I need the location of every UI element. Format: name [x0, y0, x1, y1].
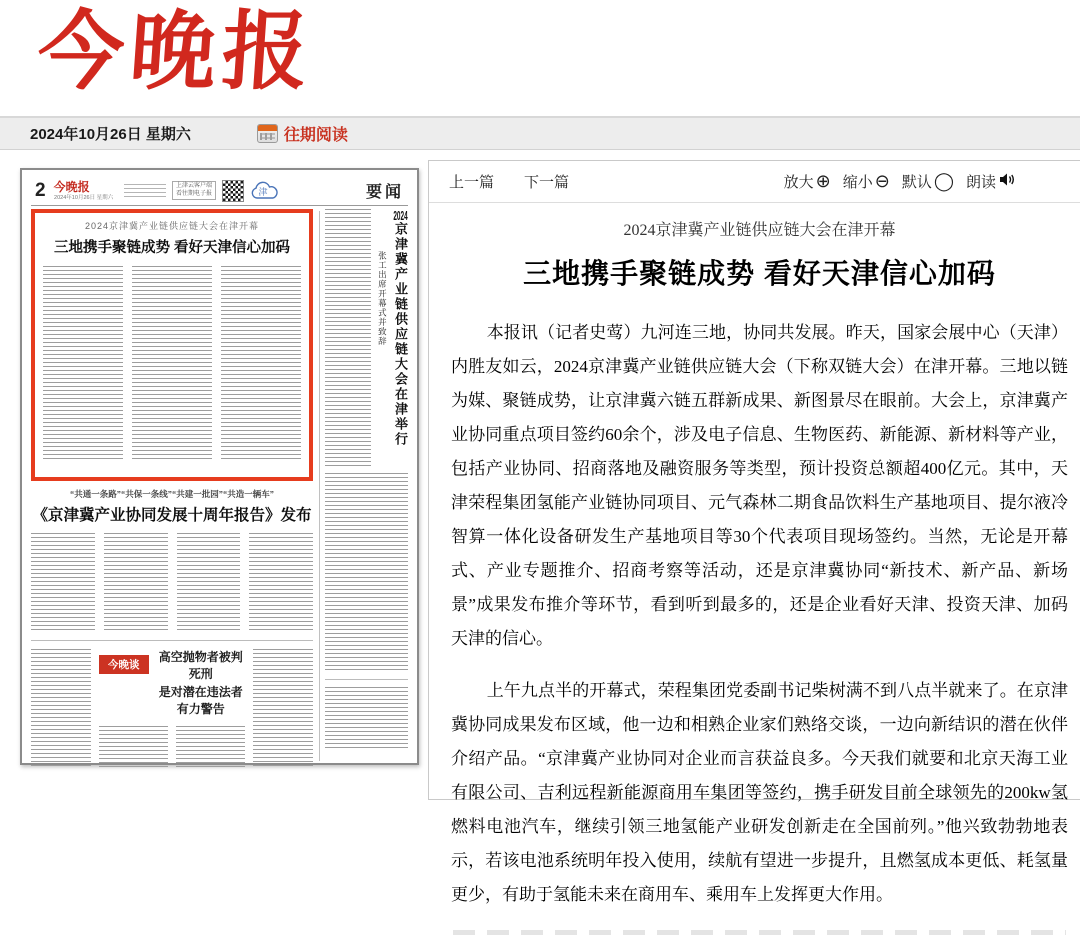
reader-toolbar: [429, 161, 1080, 203]
clipped-next-line: [453, 930, 1066, 935]
article-title: 三地携手聚链成势 看好天津信心加码: [523, 258, 996, 289]
article-paragraph: 上午九点半的开幕式，荣程集团党委副书记柴树满不到八点半就来了。在京津冀协同成果发布区域，他一边和相熟企业家们熟络交谈，一边向新结识的潜在伙伴介绍产品。“京津冀产业协同对企业而言获益良多。今天我们就要和北京天海工业有限公司、吉利远程新能源商用车集团等签约，携手研发目前全球领先的200kw氢燃料电池汽车，继续引领三地氢能产业研发创新走在全国前列。”他兴致勃勃地表示，若该电池系统明年投入使用，续航有望进一步提升，且燃氢成本更低、耗氢量更少，有助于氢能未来在商用车、乘用车上发挥更大作用。: [451, 681, 1068, 904]
read-aloud-button[interactable]: 朗读: [966, 171, 1016, 192]
highlight-headline: 三地携手聚链成势 看好天津信心加码: [53, 240, 291, 256]
article-body: [451, 316, 1068, 912]
article-text-columns: [99, 726, 245, 767]
masthead: [0, 0, 1080, 116]
cloud-icon: [250, 180, 280, 202]
zoom-out-icon: ⊖: [874, 171, 890, 192]
archive-link[interactable]: 往期阅读: [283, 127, 348, 144]
current-date: 2024年10月26日 星期六: [30, 126, 191, 143]
default-size-button[interactable]: 默认 ◯: [901, 171, 954, 192]
article-content: [429, 203, 1080, 935]
calendar-icon: [257, 124, 278, 143]
tonight-talk-label: 今晚谈: [99, 655, 149, 674]
page-header: [31, 176, 408, 206]
divider: [325, 679, 408, 680]
page-number: 2: [35, 179, 46, 201]
column-divider: [319, 211, 320, 761]
article-reader-pane: [428, 160, 1080, 904]
zoom-in-icon: ⊕: [815, 171, 831, 192]
tonight-talk-headline: 高空抛物者被判死刑 是对潜在违法者有力警告: [158, 650, 243, 717]
editor-meta-text: [124, 184, 166, 198]
article-paragraph: 本报讯（记者史莺）九河连三地，协同共发展。昨天，国家会展中心（天津）内胜友如云，2024京津冀产业链供应链大会（下称双链大会）在津开幕。三地以链为媒、聚链成势，让京津冀六链五群新成果、新图景尽在眼前。大会上，京津冀产业协同重点项目签约60余个，涉及电子信息、生物医药、新能源、新材料等产业，包括产业协同、招商落地及融资服务等类型，预计投资总额超400亿元。其中，天津荣程集团氢能产业链协同项目、元气森林二期食品饮料生产基地项目、提尔液冷智算一体化设备研发生产基地项目等30个代表项目现场签约。当然，无论是开幕式、产业专题推介、招商考察等活动，还是京津冀协同“新技术、新产品、新场景”成果发布推介等环节，看到听到最多的，还是企业看好天津、投资天津、加码天津的信心。: [451, 323, 1068, 648]
highlight-kicker: 2024京津冀产业链供应链大会在津开幕: [84, 221, 260, 231]
next-article-button[interactable]: 下一篇: [524, 174, 570, 191]
date-bar: [0, 116, 1080, 150]
newspaper-logo: 今晚报: [34, 1, 318, 102]
vertical-subheadline: 张工出席开幕式并致辞: [377, 251, 388, 346]
section-label: 要闻: [365, 184, 404, 201]
default-size-icon: ◯: [933, 171, 954, 192]
newspaper-page-thumbnail[interactable]: [20, 168, 419, 765]
speaker-icon: [999, 172, 1016, 191]
divider: [31, 640, 313, 641]
report-headline: 《京津冀产业协同发展十周年报告》发布: [32, 507, 312, 524]
qr-code-icon: [222, 180, 244, 202]
right-column-article[interactable]: [325, 209, 408, 761]
article-kicker: 2024京津冀产业链供应链大会在津开幕: [623, 222, 896, 239]
app-note: 上津云客户端 看往期电子报: [172, 181, 216, 200]
report-kicker: “共通一条路”“共保一条线”“共建一批园”“共造一辆车”: [69, 489, 274, 499]
highlighted-article[interactable]: [31, 209, 313, 481]
prev-article-button[interactable]: 上一篇: [449, 174, 495, 191]
article-text-columns: [43, 266, 301, 462]
vertical-headline: 2024京津冀产业链供应链大会在津举行: [393, 209, 408, 447]
zoom-out-button[interactable]: 缩小 ⊖: [842, 171, 890, 192]
mini-logo: 今晚报: [53, 179, 90, 194]
mini-date: 2024年10月26日 星期六: [53, 194, 113, 201]
cloud-char: 津: [258, 186, 268, 197]
tonight-talk-article[interactable]: [31, 649, 313, 767]
article-text-columns: [31, 533, 313, 631]
zoom-in-button[interactable]: 放大 ⊕: [783, 171, 831, 192]
report-article[interactable]: [31, 488, 313, 631]
